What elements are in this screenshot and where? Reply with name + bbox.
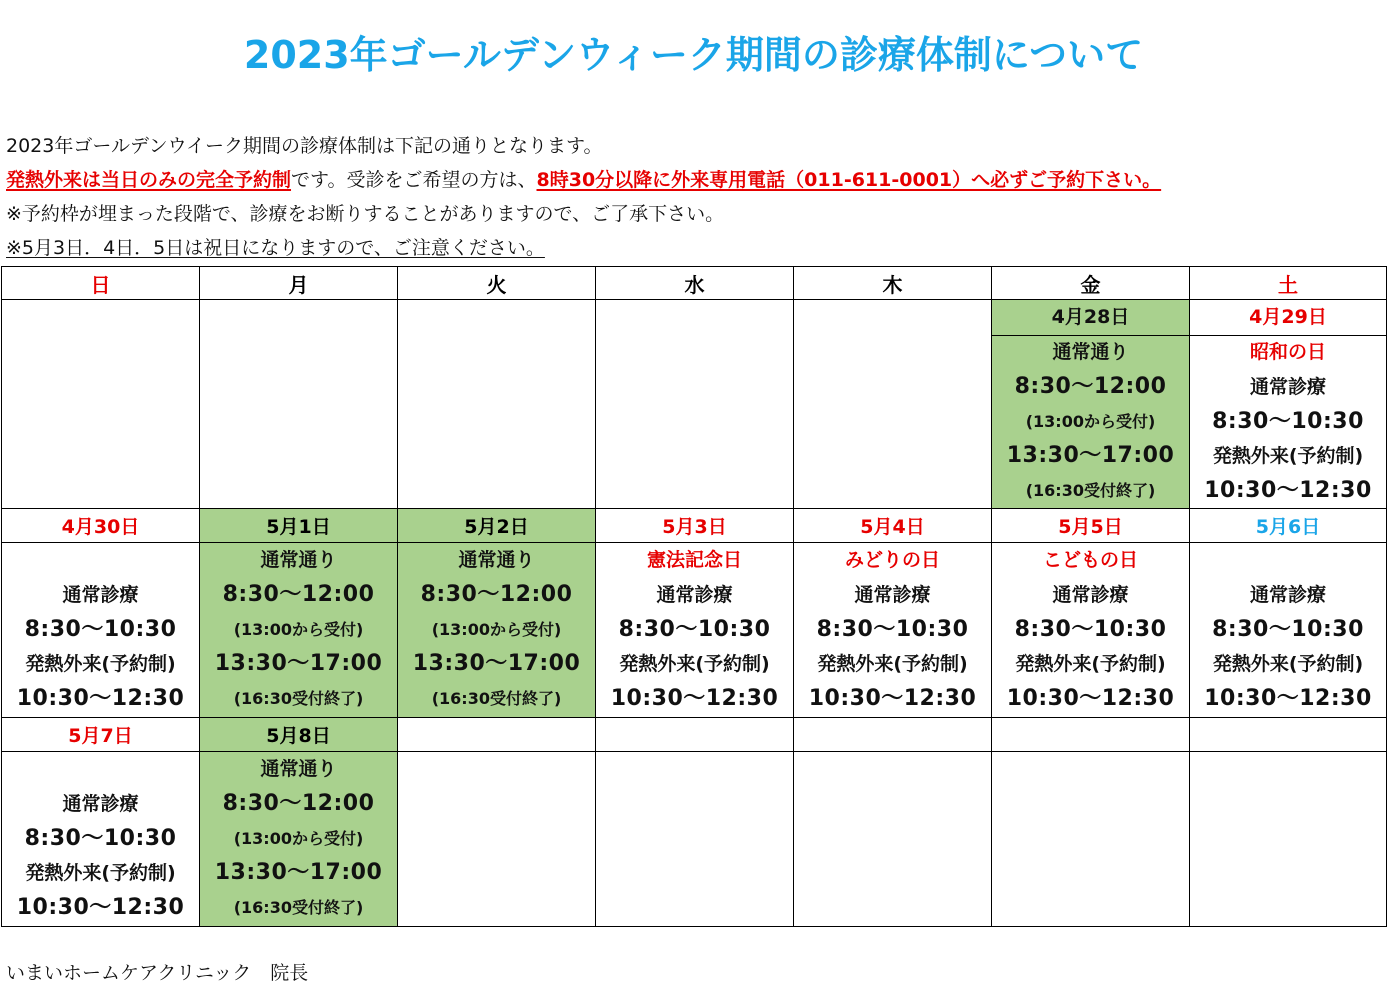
holiday-notice: ※5月3日．4日．5日は祝日になりますので、ご注意ください。: [6, 237, 545, 259]
day-date: 4月29日: [1190, 300, 1386, 336]
service-status: 通常通り: [260, 549, 337, 571]
empty-day-cell: [2, 300, 200, 509]
day-date: 4月28日: [992, 300, 1189, 336]
hours-range: 10:30～12:30: [16, 895, 185, 921]
weekday-sat: 土: [1190, 267, 1387, 300]
service-status: 通常診療: [1052, 583, 1129, 606]
day-schedule: [200, 751, 398, 926]
hours-range: 8:30～12:00: [420, 581, 573, 607]
weekday-thu: 木: [794, 267, 992, 300]
holiday-name: みどりの日: [844, 549, 940, 571]
day-cell: [992, 300, 1190, 509]
date-row: [2, 509, 1387, 543]
hours-range: 13:30～17:00: [214, 651, 383, 677]
page-title: 2023年ゴールデンウィーク期間の診療体制について: [243, 33, 1144, 77]
date-row: [2, 717, 1387, 751]
empty-day-cell: [794, 300, 992, 509]
schedule-row: [2, 543, 1387, 718]
schedule-calendar: [1, 266, 1387, 927]
day-schedule: [398, 543, 596, 718]
reservation-phone-notice: 8時30分以降に外来専用電話（011-611-0001）へ必ずご予約下さい。: [536, 169, 1162, 191]
fever-clinic-label: 発熱外来(予約制): [1015, 653, 1166, 676]
empty-day-cell: [398, 300, 596, 509]
day-date: 5月1日: [200, 509, 398, 543]
intro-line-2-middle: です。受診をご希望の方は、: [291, 169, 537, 191]
hours-range: 13:30～17:00: [1006, 443, 1175, 469]
hours-range: 8:30～10:30: [24, 825, 177, 851]
day-schedule: [992, 336, 1189, 508]
service-status: 通常診療: [1249, 375, 1326, 398]
empty-day-cell: [200, 300, 398, 509]
day-schedule: [992, 543, 1190, 718]
weekday-mon: 月: [200, 267, 398, 300]
reception-note: (13:00から受付): [233, 619, 364, 639]
reception-note: (13:00から受付): [233, 828, 364, 848]
blank-line: [1190, 543, 1386, 578]
holiday-name: 憲法記念日: [646, 549, 742, 571]
day-date: 5月6日: [1190, 509, 1387, 543]
fever-clinic-label: 発熱外来(予約制): [25, 862, 176, 885]
holiday-name: こどもの日: [1042, 549, 1138, 571]
service-status: 通常診療: [62, 583, 139, 606]
reception-note: (16:30受付終了): [233, 689, 364, 709]
service-status: 通常診療: [1249, 583, 1326, 606]
empty-day-cell: [596, 751, 794, 926]
fever-clinic-label: 発熱外来(予約制): [619, 653, 770, 676]
day-date: 5月2日: [398, 509, 596, 543]
hours-range: 8:30～10:30: [618, 616, 771, 642]
hours-range: 8:30～10:30: [1014, 616, 1167, 642]
hours-range: 8:30～10:30: [1212, 616, 1364, 642]
hours-range: 10:30～12:30: [16, 686, 185, 712]
empty-day-cell: [992, 751, 1190, 926]
hours-range: 8:30～12:00: [1014, 373, 1167, 399]
fever-clinic-notice: 発熱外来は当日のみの完全予約制: [6, 169, 292, 191]
empty-date-cell: [992, 717, 1190, 751]
weekday-tue: 火: [398, 267, 596, 300]
reception-note: (16:30受付終了): [233, 898, 364, 918]
day-schedule: [200, 543, 398, 718]
empty-day-cell: [596, 300, 794, 509]
day-date: 5月8日: [200, 717, 398, 751]
day-date: 5月3日: [596, 509, 794, 543]
hours-range: 13:30～17:00: [412, 651, 581, 677]
day-date: 5月5日: [992, 509, 1190, 543]
hours-range: 8:30～12:00: [222, 581, 375, 607]
service-status: 通常通り: [458, 549, 535, 571]
reception-note: (16:30受付終了): [1025, 481, 1156, 501]
fever-clinic-label: 発熱外来(予約制): [1212, 653, 1364, 676]
service-status: 通常通り: [260, 757, 337, 780]
day-schedule: [596, 543, 794, 718]
weekday-sun: 日: [2, 267, 200, 300]
blank-line: [2, 752, 199, 787]
blank-line: [2, 543, 199, 578]
hours-range: 8:30～12:00: [222, 790, 375, 816]
fever-clinic-label: 発熱外来(予約制): [1212, 445, 1364, 468]
hours-range: 10:30～12:30: [1204, 686, 1372, 712]
weekday-fri: 金: [992, 267, 1190, 300]
day-schedule: [794, 543, 992, 718]
weekday-header-row: [2, 267, 1387, 300]
day-date: 5月4日: [794, 509, 992, 543]
day-schedule: [2, 751, 200, 926]
intro-line-4: [6, 231, 545, 265]
empty-day-cell: [794, 751, 992, 926]
service-status: 通常診療: [854, 583, 931, 606]
empty-date-cell: [398, 717, 596, 751]
intro-line-2: [6, 163, 1161, 197]
holiday-name: 昭和の日: [1249, 341, 1326, 364]
hours-range: 8:30～10:30: [24, 616, 177, 642]
day-date: 5月7日: [2, 717, 200, 751]
day-schedule: [1190, 543, 1387, 718]
empty-date-cell: [596, 717, 794, 751]
week-row: [2, 300, 1387, 509]
empty-day-cell: [1190, 751, 1387, 926]
clinic-signature: いまいホームケアクリニック 院長: [6, 962, 309, 984]
weekday-wed: 水: [596, 267, 794, 300]
hours-range: 10:30～12:30: [610, 686, 779, 712]
hours-range: 8:30～10:30: [1212, 408, 1364, 434]
day-date: 4月30日: [2, 509, 200, 543]
day-schedule: [1190, 336, 1386, 508]
hours-range: 10:30～12:30: [1204, 478, 1372, 504]
intro-line-3: ※予約枠が埋まった段階で、診療をお断りすることがありますので、ご了承下さい。: [6, 203, 725, 225]
service-status: 通常診療: [62, 792, 139, 815]
day-cell: [1190, 300, 1387, 509]
empty-day-cell: [398, 751, 596, 926]
empty-date-cell: [1190, 717, 1387, 751]
service-status: 通常通り: [1052, 341, 1129, 364]
reception-note: (13:00から受付): [1025, 411, 1156, 431]
hours-range: 10:30～12:30: [808, 686, 977, 712]
hours-range: 13:30～17:00: [214, 860, 383, 886]
fever-clinic-label: 発熱外来(予約制): [25, 653, 176, 676]
schedule-row: [2, 751, 1387, 926]
hours-range: 8:30～10:30: [816, 616, 969, 642]
day-schedule: [2, 543, 200, 718]
reception-note: (13:00から受付): [431, 619, 562, 639]
intro-line-1: 2023年ゴールデンウイーク期間の診療体制は下記の通りとなります。: [6, 135, 603, 157]
reception-note: (16:30受付終了): [431, 689, 562, 709]
hours-range: 10:30～12:30: [1006, 686, 1175, 712]
fever-clinic-label: 発熱外来(予約制): [817, 653, 968, 676]
service-status: 通常診療: [656, 583, 733, 606]
empty-date-cell: [794, 717, 992, 751]
